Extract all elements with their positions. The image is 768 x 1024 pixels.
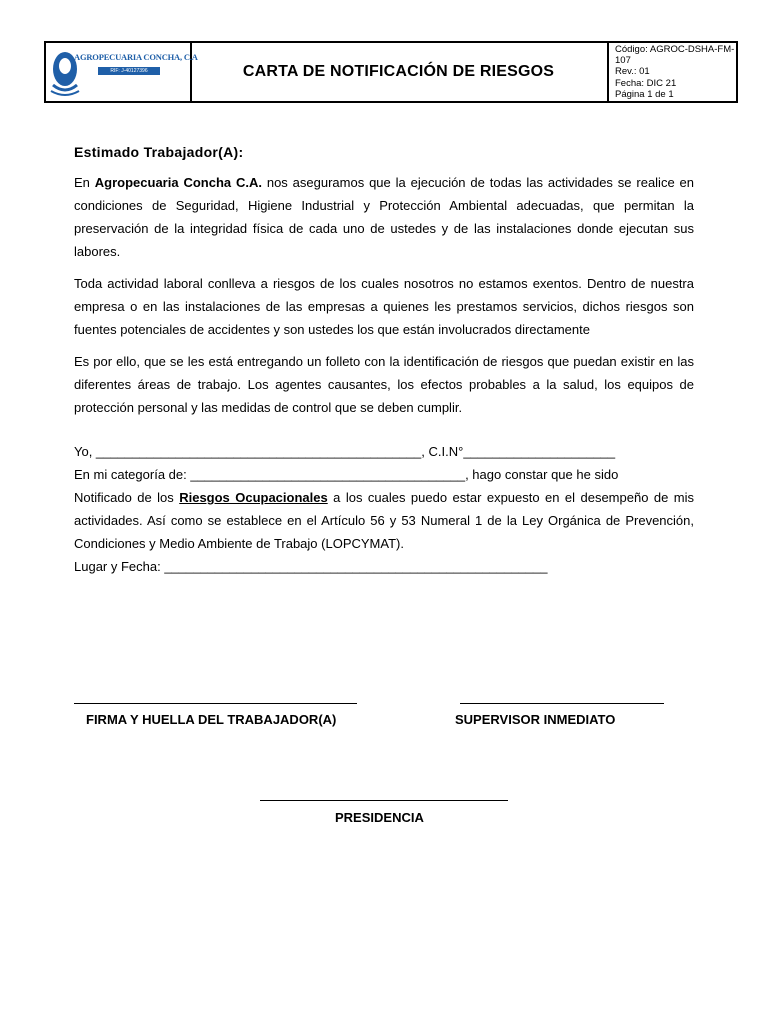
notification-statement [74, 486, 694, 555]
place-date-line: Lugar y Fecha: _____________________________________________________ [74, 559, 548, 574]
document-revision: Rev.: 01 [615, 66, 650, 78]
logo-rif: RIF: J-40127396 [98, 67, 160, 75]
supervisor-signature-line [460, 703, 664, 704]
paragraph-risks: Toda actividad laboral conlleva a riesgos de los cuales nosotros no estamos exentos. Dentro de nuestra empresa o en las instalaciones de las empresas a quienes les prestamos servicios, dichos riesgos son fuentes potenciales de accidentes y son ustedes los que están involucrados directamente [74, 276, 694, 337]
paragraph-intro [74, 171, 694, 263]
paragraph-brochure: Es por ello, que se les está entregando un folleto con la identificación de riesgos que puedan existir en las diferentes áreas de trabajo. Los agentes causantes, los efectos probables a la salud, los equipos de protección personal y las medidas de control que se deben cumplir. [74, 354, 694, 415]
company-logo [46, 43, 198, 101]
intro-prefix: En [74, 175, 95, 190]
worker-signature-label: FIRMA Y HUELLA DEL TRABAJADOR(A) [86, 712, 337, 727]
occupational-risks: Riesgos Ocupacionales [179, 490, 328, 505]
notification-prefix: Notificado de los [74, 490, 180, 505]
supervisor-signature-label: SUPERVISOR INMEDIATO [455, 712, 616, 727]
document-code: Código: AGROC-DSHA-FM-107 [615, 44, 735, 67]
document-header [44, 41, 738, 103]
greeting: Estimado Trabajador(A): [74, 144, 244, 160]
document-title: CARTA DE NOTIFICACIÓN DE RIESGOS [242, 63, 555, 80]
worker-name-line: Yo, _____________________________________________, C.I.N°_____________________ [74, 444, 616, 459]
letter-body [74, 144, 694, 578]
intro-text: nos aseguramos que la ejecución de todas las actividades se realice en condiciones de Seguridad, Higiene Industrial y Protección Ambiental adecuadas, que permitan la preservación de la integridad física de cada uno de ustedes y de las instalaciones donde ejecutan sus labores. [74, 175, 694, 259]
category-line: En mi categoría de: ______________________________________, hago constar que he sido [74, 467, 619, 482]
document-meta [609, 44, 743, 100]
company-name: Agropecuaria Concha C.A. [94, 175, 262, 190]
document-page: Página 1 de 1 [615, 88, 674, 100]
logo-company-name: AGROPECUARIA CONCHA, C.A [74, 52, 198, 62]
presidency-signature-line [260, 800, 508, 801]
notification-text: a los cuales puedo estar expuesto en el desempeño de mis actividades. Así como se establece en el Artículo 56 y 53 Numeral 1 de la Ley Orgánica de Prevención, Condiciones y Medio Ambiente de Trabajo (LOPCYMAT). [74, 490, 694, 551]
worker-signature-line [74, 703, 357, 704]
presidency-signature-label: PRESIDENCIA [335, 810, 424, 825]
document-title-cell [190, 43, 609, 101]
document-date: Fecha: DIC 21 [615, 77, 677, 89]
